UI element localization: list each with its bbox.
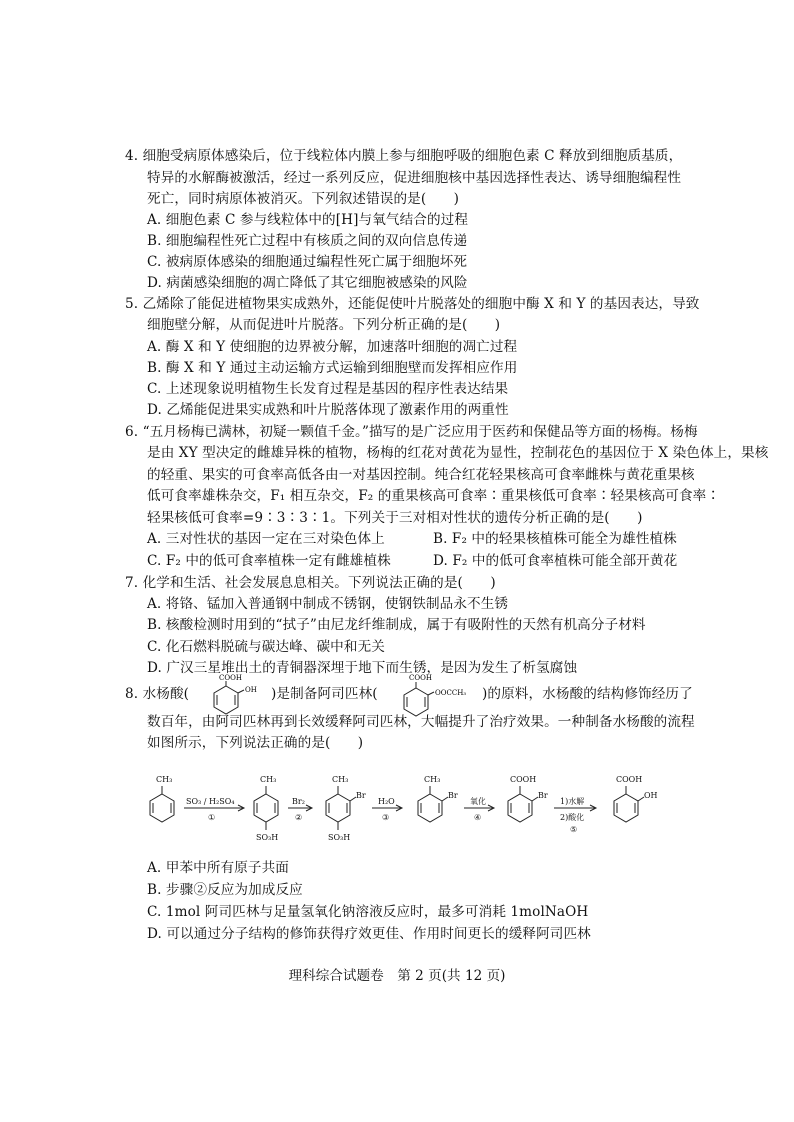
q4-option-a: A. 细胞色素 C 参与线粒体中的[H]与氧气结合的过程 [147, 212, 469, 228]
q6-stem-line1: 6. “五月杨梅已满林，初疑一颗值千金。”描写的是广泛应用于医药和保健品等方面的杨梅。杨梅 [125, 424, 698, 440]
q8-stem-line2: 数百年，由阿司匹林再到长效缓释阿司匹林，大幅提升了治疗效果。一种制备水杨酸的流程 [147, 714, 695, 730]
step1-number: ① [208, 813, 216, 822]
c4-br: Br [448, 791, 458, 800]
step2-number: ② [295, 813, 303, 822]
step1-reagent: SO₃ / H₂SO₄ [186, 797, 235, 806]
c3-ch3: CH₃ [332, 775, 349, 784]
c6-oh: OH [644, 791, 658, 800]
c4-ch3: CH₃ [424, 775, 441, 784]
q7-option-d: D. 广汉三星堆出土的青铜器深埋于地下而生锈，是因为发生了析氢腐蚀 [147, 660, 578, 676]
step3-number: ③ [382, 813, 390, 822]
q4-stem-line1: 4. 细胞受病原体感染后，位于线粒体内膜上参与细胞呼吸的细胞色素 C 释放到细胞质基质， [125, 148, 683, 164]
salicylic-cooh-label: COOH [219, 674, 242, 682]
q5-stem-line2: 细胞壁分解，从而促进叶片脱落。下列分析正确的是( ) [147, 317, 501, 333]
step2-reagent: Br₂ [292, 797, 305, 806]
q4-option-d: D. 病菌感染细胞的凋亡降低了其它细胞被感染的风险 [147, 275, 468, 291]
q6-stem-line3: 的轻重、果实的可食率高低各由一对基因控制。纯合红花轻果核高可食率雌株与黄花重果核 [147, 467, 695, 483]
q5-stem-line1: 5. 乙烯除了能促进植物果实成熟外，还能促使叶片脱落处的细胞中酶 X 和 Y 的基因表达，导致 [125, 296, 700, 312]
q4-stem-line3: 死亡，同时病原体被消灭。下列叙述错误的是( ) [147, 191, 460, 207]
c3-br: Br [356, 791, 366, 800]
q4-option-c: C. 被病原体感染的细胞通过编程性死亡属于细胞坏死 [147, 254, 468, 270]
q7-stem: 7. 化学和生活、社会发展息息相关。下列说法正确的是( ) [125, 575, 496, 591]
q6-option-b: B. F₂ 中的轻果核植株可能全为雄性植株 [433, 531, 677, 547]
q5-option-c: C. 上述现象说明植物生长发育过程是基因的程序性表达结果 [147, 381, 509, 397]
q4-stem-line2: 特异的水解酶被激活，经过一系列反应，促进细胞核中基因选择性表达、诱导细胞编程性 [147, 170, 682, 186]
step5-reagent-a: 1)水解 [560, 797, 585, 806]
reaction-scheme [140, 760, 700, 860]
q6-stem-line5: 轻果核低可食率=9∶3∶3∶1。下列关于三对相对性状的遗传分析正确的是( ) [147, 510, 643, 526]
c2-so3h: SO₃H [256, 833, 279, 842]
salicylic-oh-label: OH [245, 686, 257, 694]
q7-option-b: B. 核酸检测时用到的“拭子”由尼龙纤维制成，属于有吸附性的天然有机高分子材料 [147, 617, 646, 633]
c2-ch3: CH₃ [260, 775, 277, 784]
step3-reagent: H₂O [378, 797, 395, 806]
q4-option-b: B. 细胞编程性死亡过程中有核质之间的双向信息传递 [147, 233, 468, 249]
q8-stem-tail: )的原料，水杨酸的结构修饰经历了 [482, 686, 693, 702]
step5-number: ⑤ [570, 825, 578, 834]
c6-cooh: COOH [616, 775, 643, 784]
q8-option-b: B. 步骤②反应为加成反应 [147, 882, 303, 898]
q6-option-c: C. F₂ 中的低可食率植株一定有雌雄植株 [147, 553, 391, 569]
q8-stem-mid: )是制备阿司匹林( [271, 686, 378, 702]
step5-reagent-b: 2)酸化 [560, 813, 585, 822]
aspirin-cooh-label: COOH [409, 674, 432, 682]
q8-option-d: D. 可以通过分子结构的修饰获得疗效更佳、作用时间更长的缓释阿司匹林 [147, 926, 591, 942]
q7-option-a: A. 将铬、锰加入普通钢中制成不锈钢，使钢铁制品永不生锈 [147, 596, 509, 612]
step4-number: ④ [474, 813, 482, 822]
c3-so3h: SO₃H [328, 833, 351, 842]
q6-option-d: D. F₂ 中的低可食率植株可能全部开黄花 [433, 553, 678, 569]
c5-br: Br [538, 791, 548, 800]
c5-cooh: COOH [510, 775, 537, 784]
q6-stem-line2: 是由 XY 型决定的雌雄异株的植物，杨梅的红花对黄花为显性，控制花色的基因位于 X 染色体上，果核 [147, 445, 769, 461]
q8-option-a: A. 甲苯中所有原子共面 [147, 860, 290, 876]
q6-option-a: A. 三对性状的基因一定在三对染色体上 [147, 531, 385, 547]
q5-option-a: A. 酶 X 和 Y 使细胞的边界被分解，加速落叶细胞的凋亡过程 [147, 339, 518, 355]
q8-option-c: C. 1mol 阿司匹林与足量氢氧化钠溶液反应时，最多可消耗 1molNaOH [147, 904, 589, 920]
aspirin-ester-label: OOCCH₃ [435, 689, 467, 697]
q6-stem-line4: 低可食率雄株杂交，F₁ 相互杂交，F₂ 的重果核高可食率∶重果核低可食率∶轻果核高可食率∶ [147, 488, 721, 504]
toluene-ch3: CH₃ [156, 775, 173, 784]
q8-stem-lead: 8. 水杨酸( [125, 686, 190, 702]
q5-option-d: D. 乙烯能促进果实成熟和叶片脱落体现了激素作用的两重性 [147, 402, 509, 418]
q5-option-b: B. 酶 X 和 Y 通过主动运输方式运输到细胞壁而发挥相应作用 [147, 360, 518, 376]
page-footer: 理科综合试题卷 第 2 页(共 12 页) [288, 968, 506, 984]
q7-option-c: C. 化石燃料脱硫与碳达峰、碳中和无关 [147, 639, 385, 655]
step4-reagent: 氧化 [470, 797, 486, 806]
q8-stem-line3: 如图所示，下列说法正确的是( ) [147, 735, 364, 751]
